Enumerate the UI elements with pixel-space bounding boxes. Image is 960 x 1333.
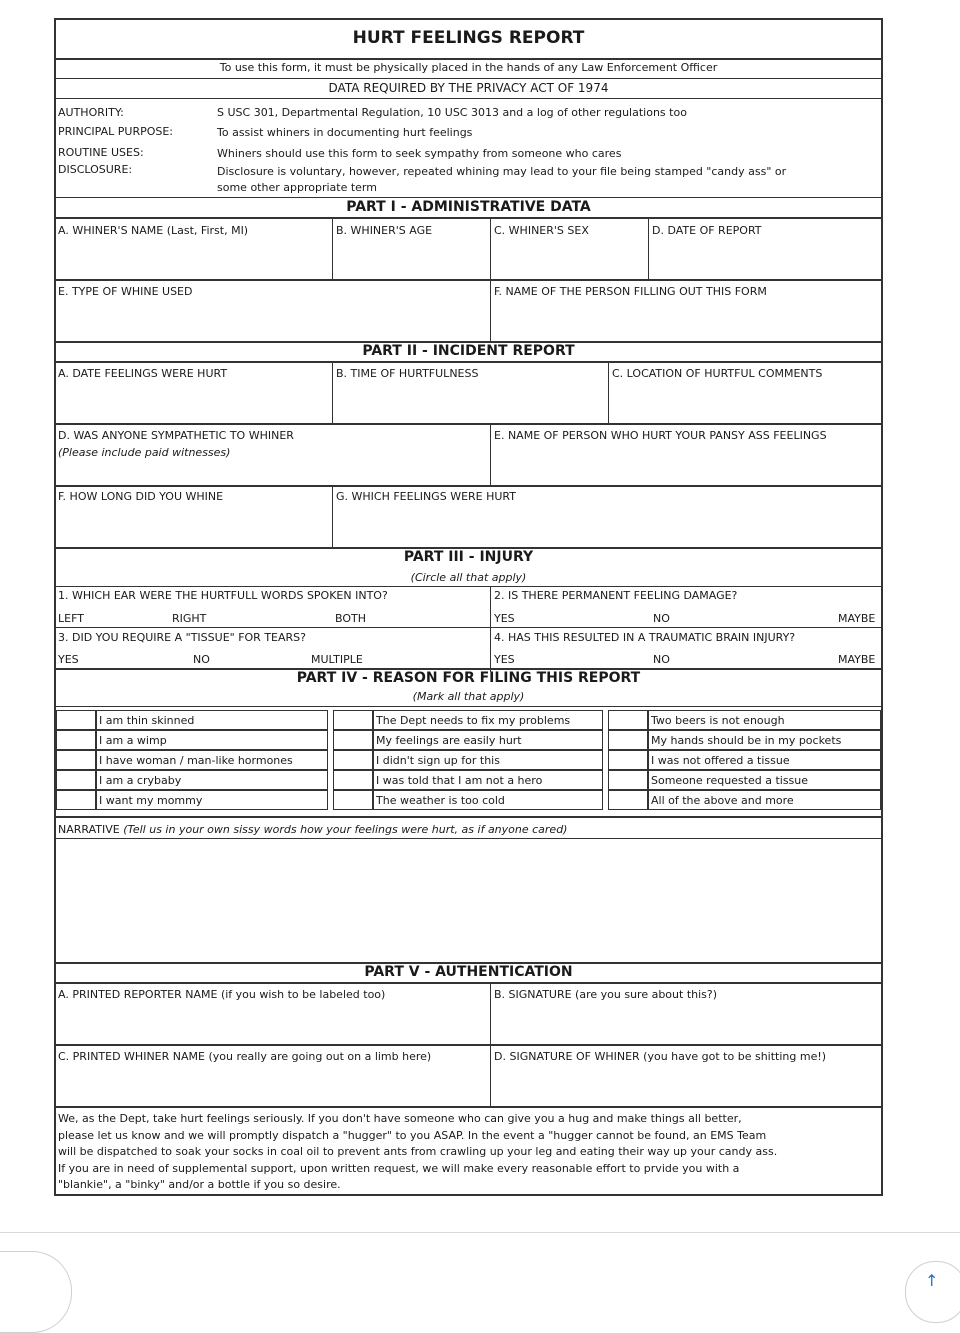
reason-checkbox[interactable]	[56, 790, 96, 810]
whiner-signature-field[interactable]: D. SIGNATURE OF WHINER (you have got to be shitting me!)	[494, 1050, 827, 1063]
authority-text: S USC 301, Departmental Regulation, 10 USC 3013 and a log of other regulations too	[217, 106, 687, 119]
reason-checkbox[interactable]	[56, 770, 96, 790]
reason-checkbox[interactable]	[333, 730, 373, 750]
reason-checkbox[interactable]	[333, 710, 373, 730]
form-title: HURT FEELINGS REPORT	[352, 28, 585, 48]
printed-reporter-name-field[interactable]: A. PRINTED REPORTER NAME (if you wish to be labeled too)	[58, 988, 386, 1001]
disclosure-text: Disclosure is voluntary, however, repeated whining may lead to your file being stamped "candy ass" or	[217, 165, 787, 178]
q4-option-maybe[interactable]: MAYBE	[838, 653, 876, 666]
arrow-up-icon[interactable]: ↑	[925, 1271, 939, 1290]
disclosure-text-2: some other appropriate term	[217, 181, 377, 194]
q2-option-no[interactable]: NO	[653, 612, 670, 625]
q3-option-yes[interactable]: YES	[58, 653, 79, 666]
type-of-whine-field[interactable]: E. TYPE OF WHINE USED	[58, 285, 193, 298]
q2-option-yes[interactable]: YES	[494, 612, 515, 625]
whiner-age-field[interactable]: B. WHINER'S AGE	[336, 224, 433, 237]
person-filling-form-field[interactable]: F. NAME OF THE PERSON FILLING OUT THIS FORM	[494, 285, 767, 298]
part2-heading: PART II - INCIDENT REPORT	[362, 343, 575, 359]
q1-option-right[interactable]: RIGHT	[172, 612, 207, 625]
reason-mommy: I want my mommy	[99, 794, 203, 807]
reason-hands-pockets: My hands should be in my pockets	[651, 734, 842, 747]
routine-label: ROUTINE USES:	[58, 146, 144, 159]
purpose-label: PRINCIPAL PURPOSE:	[58, 125, 174, 138]
whiner-sex-field[interactable]: C. WHINER'S SEX	[494, 224, 589, 237]
reason-didnt-sign-up: I didn't sign up for this	[376, 754, 500, 767]
location-field[interactable]: C. LOCATION OF HURTFUL COMMENTS	[612, 367, 823, 380]
narrative-label: NARRATIVE (Tell us in your own sissy words how your feelings were hurt, as if anyone cared)	[58, 823, 568, 836]
reason-weather: The weather is too cold	[376, 794, 505, 807]
part4-note: (Mark all that apply)	[412, 690, 525, 703]
part5-heading: PART V - AUTHENTICATION	[364, 964, 573, 980]
q2-option-maybe[interactable]: MAYBE	[838, 612, 876, 625]
reason-dept-fix: The Dept needs to fix my problems	[376, 714, 571, 727]
reason-crybaby: I am a crybaby	[99, 774, 182, 787]
privacy-act-heading: DATA REQUIRED BY THE PRIVACY ACT OF 1974	[328, 81, 609, 95]
authority-label: AUTHORITY:	[58, 106, 124, 119]
reason-easily-hurt: My feelings are easily hurt	[376, 734, 522, 747]
sympathetic-field[interactable]: D. WAS ANYONE SYMPATHETIC TO WHINER	[58, 429, 294, 442]
reason-checkbox[interactable]	[608, 790, 648, 810]
narrative-textarea[interactable]	[56, 839, 881, 962]
disclosure-label: DISCLOSURE:	[58, 163, 133, 176]
reason-checkbox[interactable]	[56, 750, 96, 770]
q2-damage: 2. IS THERE PERMANENT FEELING DAMAGE?	[494, 589, 738, 602]
reason-thin-skinned: I am thin skinned	[99, 714, 195, 727]
part3-heading: PART III - INJURY	[403, 549, 534, 565]
form-subtitle: To use this form, it must be physically placed in the hands of any Law Enforcement Officer	[219, 61, 718, 74]
q4-option-no[interactable]: NO	[653, 653, 670, 666]
which-feelings-field[interactable]: G. WHICH FEELINGS WERE HURT	[336, 490, 516, 503]
purpose-text: To assist whiners in documenting hurt feelings	[217, 126, 473, 139]
q3-option-no[interactable]: NO	[193, 653, 210, 666]
reason-checkbox[interactable]	[56, 710, 96, 730]
reason-checkbox-grid	[56, 710, 885, 811]
part3-note: (Circle all that apply)	[410, 571, 527, 584]
reason-checkbox[interactable]	[56, 730, 96, 750]
reason-two-beers: Two beers is not enough	[651, 714, 785, 727]
reporter-signature-field[interactable]: B. SIGNATURE (are you sure about this?)	[494, 988, 718, 1001]
whiner-name-field[interactable]: A. WHINER'S NAME (Last, First, MI)	[58, 224, 249, 237]
date-feelings-hurt-field[interactable]: A. DATE FEELINGS WERE HURT	[58, 367, 228, 380]
how-long-whine-field[interactable]: F. HOW LONG DID YOU WHINE	[58, 490, 224, 503]
bottom-toolbar	[0, 1232, 960, 1290]
q1-ear: 1. WHICH EAR WERE THE HURTFULL WORDS SPOKEN INTO?	[58, 589, 388, 602]
reason-checkbox[interactable]	[608, 750, 648, 770]
part1-heading: PART I - ADMINISTRATIVE DATA	[346, 199, 591, 215]
reason-requested-tissue: Someone requested a tissue	[651, 774, 809, 787]
q1-option-both[interactable]: BOTH	[335, 612, 367, 625]
q4-option-yes[interactable]: YES	[494, 653, 515, 666]
q4-brain-injury: 4. HAS THIS RESULTED IN A TRAUMATIC BRAIN INJURY?	[494, 631, 796, 644]
routine-text: Whiners should use this form to seek sympathy from someone who cares	[217, 147, 622, 160]
footer-paragraph: We, as the Dept, take hurt feelings seriously. If you don't have someone who can give you a hug and make things all better, please let us know and we will promptly dispatch a "hugger" to you ASAP. In the event a "hugger cannot be found, an EMS Team will be dispatched to soak your socks in coal oil to prevent ants from crawling up your leg and eating their way up your candy ass. If you are in need of supplemental support, upon written request, we will make every reasonable effort to prvide you with a "blankie", a "binky" and/or a bottle if you so desire.	[58, 1112, 778, 1191]
reason-not-a-hero: I was told that I am not a hero	[376, 774, 543, 787]
narrative-note: (Tell us in your own sissy words how your feelings were hurt, as if anyone cared)	[123, 823, 568, 836]
reason-wimp: I am a wimp	[99, 734, 167, 747]
reason-checkbox[interactable]	[608, 710, 648, 730]
reason-checkbox[interactable]	[333, 770, 373, 790]
toolbar-left-button[interactable]	[0, 1251, 72, 1333]
reason-checkbox[interactable]	[608, 730, 648, 750]
reason-checkbox[interactable]	[333, 790, 373, 810]
hurt-feelings-form	[54, 18, 883, 1196]
q3-option-multiple[interactable]: MULTIPLE	[311, 653, 363, 666]
time-of-hurtfulness-field[interactable]: B. TIME OF HURTFULNESS	[336, 367, 479, 380]
sympathetic-note: (Please include paid witnesses)	[58, 446, 231, 459]
reason-checkbox[interactable]	[608, 770, 648, 790]
part4-heading: PART IV - REASON FOR FILING THIS REPORT	[296, 670, 641, 686]
printed-whiner-name-field[interactable]: C. PRINTED WHINER NAME (you really are going out on a limb here)	[58, 1050, 432, 1063]
q1-option-left[interactable]: LEFT	[58, 612, 84, 625]
date-of-report-field[interactable]: D. DATE OF REPORT	[652, 224, 762, 237]
reason-hormones: I have woman / man-like hormones	[99, 754, 293, 767]
reason-no-tissue: I was not offered a tissue	[651, 754, 790, 767]
person-who-hurt-field[interactable]: E. NAME OF PERSON WHO HURT YOUR PANSY ASS FEELINGS	[494, 429, 827, 442]
reason-all-above: All of the above and more	[651, 794, 794, 807]
reason-checkbox[interactable]	[333, 750, 373, 770]
q3-tissue: 3. DID YOU REQUIRE A "TISSUE" FOR TEARS?	[58, 631, 306, 644]
